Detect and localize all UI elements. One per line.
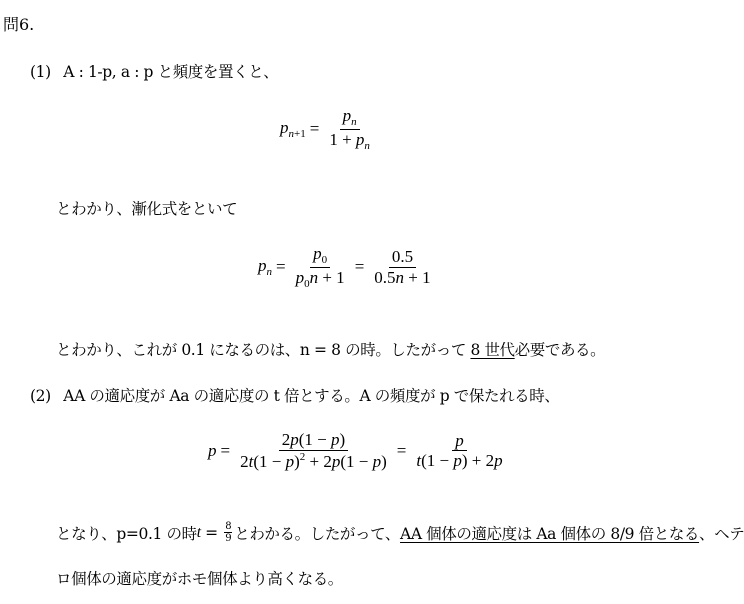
equation-solution: $p_n$ = $\frac{p_0}{p_0n + 1}$ = $\frac{0.5}{0.5n + 1}$ xyxy=(258,244,437,290)
part1-number: (1) xyxy=(30,63,51,81)
part2-line xyxy=(30,384,559,406)
eq3-fraction-right: $\frac{p}{t(1 - p) + 2p}$ xyxy=(416,430,503,471)
question-title: 問6. xyxy=(3,15,35,34)
part1-after-eq1: とわかり、漸化式をといて xyxy=(56,200,238,218)
part2-number: (2) xyxy=(30,387,51,405)
part1-line xyxy=(30,60,278,82)
part1-intro: A : 1-p, a : p と頻度を置くと、 xyxy=(63,63,279,81)
part2-conclusion-line1: となり、p=0.1 の時 t = $\frac{8}{9}$ とわかる。したがって、 AA 個体の適応度は Aa 個体の 8/9 倍となる 、ヘテ xyxy=(56,521,744,544)
part2-conclusion-line2: ロ個体の適応度がホモ個体より高くなる。 xyxy=(56,570,343,588)
eq1-lhs: $p_{n+1}$ xyxy=(280,118,306,141)
equation-equilibrium: p = $\frac{2p(1 - p)}{2t(1 - p)^2 + 2p(1 - p)}$ = $\frac{p}{t(1 - p) + 2p}$ xyxy=(208,430,509,471)
t-fraction: $\frac{8}{9}$ xyxy=(225,521,232,544)
eq3-fraction-left: $\frac{2p(1 - p)}{2t(1 - p)^2 + 2p(1 - p)}$ xyxy=(240,430,387,471)
part2-answer: AA 個体の適応度は Aa 個体の 8/9 倍となる xyxy=(400,524,700,543)
part1-conclusion: とわかり、これが 0.1 になるのは、n = 8 の時。したがって 8 世代必要である。 xyxy=(56,341,606,359)
eq2-fraction-general: $\frac{p_0}{p_0n + 1}$ xyxy=(295,244,345,290)
equation-recurrence: $p_{n+1}$ = $\frac{p_n}{1 + p_n}$ xyxy=(280,106,376,152)
eq1-fraction: $\frac{p_n}{1 + p_n}$ xyxy=(329,106,370,152)
part2-intro: AA の適応度が Aa の適応度の t 倍とする。A の頻度が p で保たれる時、 xyxy=(63,387,560,405)
part1-answer: 8 世代 xyxy=(470,341,515,359)
eq2-fraction-numeric: $\frac{0.5}{0.5n + 1}$ xyxy=(374,247,431,287)
